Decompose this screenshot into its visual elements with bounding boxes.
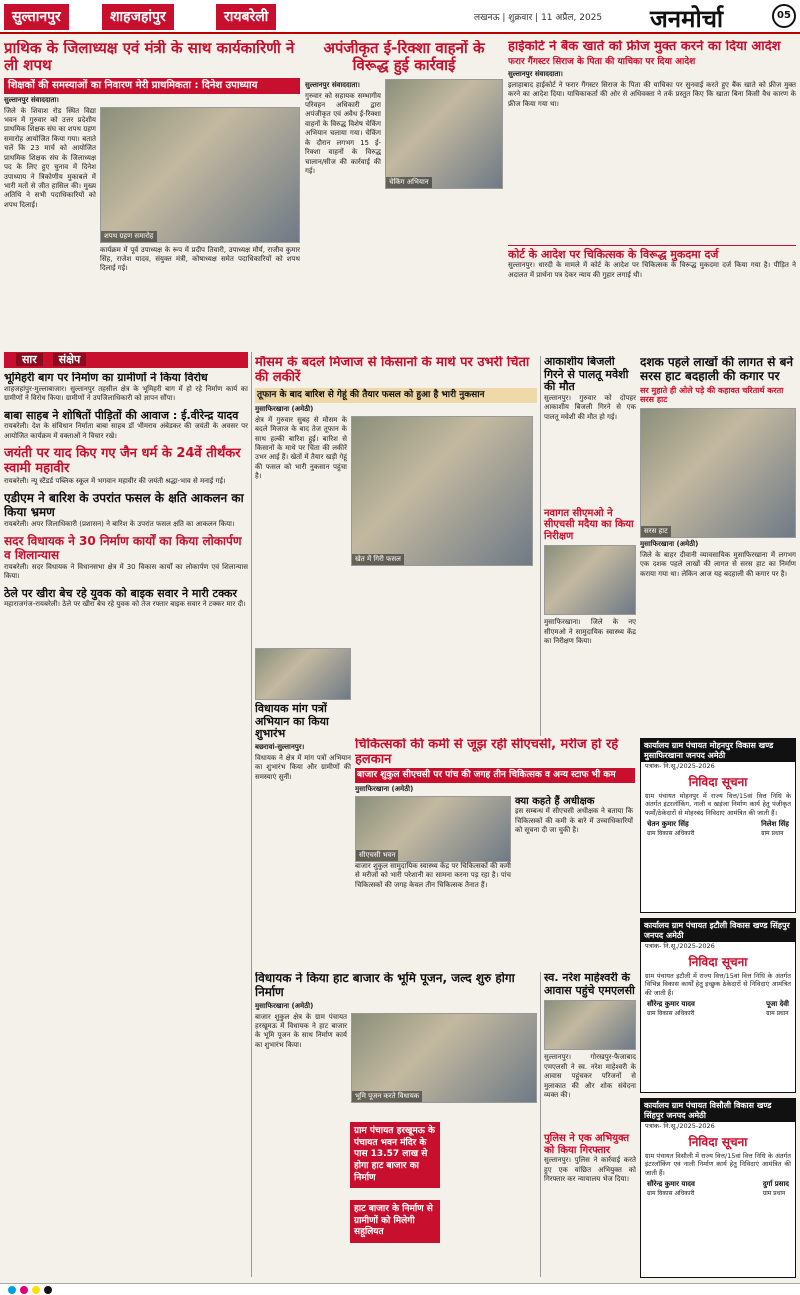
brief-headline-3: जयंती पर याद किए गए जैन धर्म के 24वें तीर्थंकर स्वामी महावीर — [4, 446, 241, 476]
tender-notice-3 — [640, 1098, 796, 1278]
photo-caption: सीएचसी भवन — [356, 850, 398, 861]
notice-ref: पत्रांक- नि.सू./2025-2026 — [645, 762, 715, 771]
subhead: फरार गैंगस्टर सिराज के पिता की याचिका पर दिया आदेश — [508, 56, 696, 67]
sign-right: निलेश सिंह — [761, 819, 789, 828]
story-body: जिले के बाहर दीवानी व्यावसायिक मुसाफिरखाना में लगभग एक दशक पहले लाखों की लागत से सरस हाट का निर्माण कराया गया था। लेकिन आज यह बदहाली की कगार पर है। — [640, 550, 796, 578]
issue-dateline: लखनऊ | शुक्रवार | 11 अप्रैल, 2025 — [474, 13, 603, 23]
story-body: गुरुवार को सहायक सम्भागीय परिवहन अधिकारी द्वारा अपंजीकृत एवं अवैध ई-रिक्शा वाहनों के विरुद्ध विशेष चेकिंग अभियान चलाया गया। चेकिंग के दौरान लगभग 15 ई-रिक्शा वाहनों के विरुद्ध चालान/सीज की कार्रवाई की गई। — [305, 91, 381, 175]
headline: हाईकोर्ट ने बैंक खाते को फ्रीज मुक्त करने का दिया आदेश — [508, 40, 781, 54]
page-number: 05 — [772, 4, 796, 28]
story-highcourt — [508, 40, 796, 350]
dateline: मुसाफिरखाना (अमेठी) — [355, 784, 414, 793]
magenta-registration-icon — [20, 1286, 28, 1294]
story-weather — [255, 356, 537, 646]
story-chc — [355, 738, 635, 968]
cmo-photo — [544, 545, 636, 615]
column-divider — [251, 352, 252, 1277]
headline: स्व. नरेश माहेश्वरी के आवास पहुंचे एमएलसी — [544, 972, 635, 997]
headline-2: कोर्ट के आदेश पर चिकित्सक के विरूद्ध मुकदमा दर्ज — [508, 245, 796, 262]
notice-header: कार्यालय ग्राम पंचायत मोहनपुर विकास खण्ड मुसाफिरखाना जनपद अमेठी — [641, 739, 795, 762]
mlc-photo — [544, 1000, 636, 1050]
sign-left: सौरेन्द्र कुमार यादव — [647, 999, 695, 1008]
brief-column — [4, 372, 248, 1277]
notice-body: ग्राम पंचायत विसौली में राज्य वित्त/15वां वित्त निधि के अंतर्गत इंटरलॉकिंग एवं नाली निर्माण कार्य हेतु निविदाएं आमंत्रित की जाती हैं। — [645, 1151, 791, 1177]
notice-header: कार्यालय ग्राम पंचायत इटौली विकास खण्ड सिंहपुर जनपद अमेठी — [641, 919, 795, 942]
photo-caption: चेकिंग अभियान — [386, 177, 432, 188]
story-body: सुल्तानपुर। गोरखपुर-फैजाबाद एमएलसी ने स्व. नरेश माहेश्वरी के आवास पहुंचकर परिजनों से मुलाकात की और शोक संवेदना व्यक्त की। — [544, 1053, 636, 1100]
story-body-2: सुल्तानपुर। पुलिस ने कार्रवाई करते हुए एक वांछित अभियुक्त को गिरफ्तार कर न्यायालय भेज दिया। — [544, 1156, 636, 1184]
sign-right-role: ग्राम प्रधान — [762, 1189, 786, 1197]
sign-left-role: ग्राम विकास अधिकारी — [647, 829, 695, 837]
photo-caption: भूमि पूजन करते विधायक — [352, 1091, 422, 1102]
group-photo — [100, 107, 300, 243]
notice-body: ग्राम पंचायत मोहनपुर में राज्य वित्त/15वां वित्त निधि के अंतर्गत इंटरलॉकिंग, नाली व खड़ंजा निर्माण कार्य हेतु पंजीकृत फर्मों/ठेकेदारों से मोहरबंद निविदाएं आमंत्रित की जाती हैं। — [645, 791, 791, 817]
newspaper-logo: जनमोर्चा — [650, 4, 724, 33]
print-footer — [0, 1283, 800, 1295]
photo-caption: खेत में गिरी फसल — [352, 554, 404, 565]
brief-body-4: रायबरेली। अपर जिलाधिकारी (प्रशासन) ने बारिश के उपरांत फसल क्षति का आकलन किया। — [4, 519, 235, 528]
story-body: इलाहाबाद हाईकोर्ट ने फरार गैंगस्टर सिराज के पिता की याचिका पर सुनवाई करते हुए बैंक खाते को फ्रीज मुक्त करने का आदेश दिया। याचिकाकर्ता की ओर से अधिवक्ता ने तर्क प्रस्तुत किए कि खाता बिना किसी वैध कारण के फ्रीज किया गया था। — [508, 80, 796, 108]
dateline: मुसाफिरखाना (अमेठी) — [255, 1001, 314, 1010]
sign-right: पूजा देवी — [766, 999, 789, 1008]
black-registration-icon — [44, 1286, 52, 1294]
masthead — [0, 0, 800, 34]
story-body: जिले के शिवाश रोड स्थित विद्या भवन में गुरुवार को उत्तर प्रदेशीय प्राथमिक शिक्षक संघ का शपथ ग्रहण समारोह आयोजित किया गया। बताते चलें कि 23 मार्च को आयोजित प्राथमिक शिक्षक संघ के जिलाध्यक्ष पद के लिए हुए चुनाव में दिनेश उपाध्याय ने त्रिकोणीय मुकाबले में भारी मतों से जीत हासिल की। मुख्य अतिथि ने सभी पदाधिकारियों को शपथ दिलाई। — [4, 106, 96, 209]
sidebar-body: इस सम्बन्ध में सीएचसी अधीक्षक ने बताया कि चिकित्सकों की कमी के बारे में उच्चाधिकारियों को सूचना दी जा चुकी है। — [515, 807, 633, 835]
notice-ref: पत्रांक- नि.सू./2025-2026 — [645, 1122, 715, 1131]
photo-caption: सरस हाट — [641, 526, 671, 537]
headline-2: पुलिस ने एक अभियुक्त को किया गिरफ्तार — [544, 1133, 630, 1156]
crop-photo — [351, 416, 533, 566]
headline: विधायक मांग पत्रों अभियान का किया शुभारंभ — [255, 702, 329, 741]
sidebar-headline: क्या कहते हैं अधीक्षक — [515, 795, 595, 807]
chc-photo — [355, 796, 511, 862]
sign-left: सौरेन्द्र कुमार यादव — [647, 1179, 695, 1188]
tender-notice-1 — [640, 738, 796, 913]
notice-title: निविदा सूचना — [688, 774, 748, 789]
notice-title: निविदा सूचना — [688, 1134, 748, 1149]
story-mlc — [540, 972, 636, 1277]
story-body: बाजार शुकुल क्षेत्र के ग्राम पंचायत हरखूमऊ में विधायक ने हाट बाजार के भूमि पूजन के साथ निर्माण कार्य का शुभारंभ किया। — [255, 1012, 347, 1049]
sign-left: चेतन कुमार सिंह — [647, 819, 689, 828]
poojan-photo — [351, 1013, 537, 1103]
headline: चिकित्सकों की कमी से जूझ रही सीएचसी, मरीज हो रहे हलकान — [355, 738, 619, 767]
brief-headline-1: भूमिहरी बाग पर निर्माण का ग्रामीणों ने किया विरोध — [4, 372, 208, 384]
story-body: सुल्तानपुर। गुरुवार को दोपहर आकाशीय बिजली गिरने से एक पालतू मवेशी की मौत हो गई। — [544, 393, 636, 421]
story-body: बाजार शुकुल सामुदायिक स्वास्थ्य केंद्र पर चिकित्सकों की कमी से मरीजों को भारी परेशानी का सामना करना पड़ रहा है। पांच चिकित्सकों की जगह केवल तीन चिकित्सक तैनात हैं। — [355, 861, 511, 889]
haat-photo — [640, 408, 796, 538]
sign-left-role: ग्राम विकास अधिकारी — [647, 1009, 695, 1017]
brief-body-2: रायबरेली। देश के संविधान निर्माता बाबा साहब डॉ भीमराव अंबेडकर की जयंती के अवसर पर आयोजित कार्यक्रम में वक्ताओं ने विचार रखे। — [4, 422, 248, 440]
notice-ref: पत्रांक- नि.सू./2025-2026 — [645, 942, 715, 951]
headline: प्राथिक के जिलाध्यक्ष एवं मंत्री के साथ कार्यकारिणी ने ली शपथ — [4, 40, 295, 75]
dateline: सुल्तानपुर संवाददाता। — [4, 95, 59, 104]
story-body-2: मुसाफिरखाना। जिले के नए सीएमओ ने सामुदायिक स्वास्थ्य केंद्र का निरीक्षण किया। — [544, 618, 636, 646]
yellow-registration-icon — [32, 1286, 40, 1294]
brief-headline-6: ठेले पर खीरा बेच रहे युवक को बाइक सवार ने मारी टक्कर — [4, 586, 238, 600]
subhead: तूफान के बाद बारिश से गेहूं की तैयार फसल को हुआ है भारी नुकसान — [255, 388, 537, 403]
headline: आकाशीय बिजली गिरने से पालतू मवेशी की मौत — [544, 356, 629, 394]
dateline: मुसाफिरखाना (अमेठी) — [640, 539, 699, 548]
cyan-registration-icon — [8, 1286, 16, 1294]
notice-body: ग्राम पंचायत इटौली में राज्य वित्त/15वां वित्त निधि के अंतर्गत विभिन्न विकास कार्यों हेतु इच्छुक ठेकेदारों से निविदाएं आमंत्रित की जाती हैं। — [645, 971, 791, 997]
city-tag-raebareli: रायबरेली — [216, 4, 276, 30]
tender-notice-2 — [640, 918, 796, 1093]
label-2: संक्षेप — [53, 353, 87, 366]
headline-2: नवागत सीएमओ ने सीएचसी मदैया का किया निरीक्षण — [544, 507, 634, 542]
story-body-2: कार्यक्रम में पूर्व उपाध्यक्ष के रूप में प्रदीप तिवारी, उपाध्यक्ष मौर्य, राजीव कुमार सिंह, राजेश यादव, संयुक्त मंत्री, कोषाध्यक्ष समेत पदाधिकारियों को शपथ दिलाई गई। — [100, 245, 300, 273]
city-tag-sultanpur: सुल्तानपुर — [4, 4, 69, 30]
subhead: सर मुहाते ही ओले पड़े की कहावत चरितार्थ करता सरस हाट — [640, 385, 784, 405]
dateline: बछरावां-सुल्तानपुर। — [255, 742, 305, 751]
headline: विधायक ने किया हाट बाजार के भूमि पूजन, जल्द शुरु होगा निर्माण — [255, 972, 515, 999]
brief-headline-2: बाबा साहब ने शोषितों पीड़ितों की आवाज : ई.वीरेन्द्र यादव — [4, 408, 239, 422]
brief-headline-4: एडीएम ने बारिश के उपरांत फसल के क्षति आकलन का किया भ्रमण — [4, 491, 244, 520]
notice-signatures — [641, 1177, 795, 1200]
story-body: विधायक ने क्षेत्र में मांग पत्रों अभियान का शुभारंभ किया और ग्रामीणों की समस्याएं सुनीं। — [255, 753, 351, 781]
story-saras-haat — [640, 356, 796, 736]
brief-body-1: शाहजहांपुर-मुल्लाबाजार। सुल्तानपुर तहसील क्षेत्र के भूमिहरी बाग में हो रहे निर्माण कार्य का ग्रामीणों ने विरोध किया। ग्रामीणों ने उपजिलाधिकारी को ज्ञापन सौंपा। — [4, 384, 248, 403]
story-body-2: सुल्तानपुर। धारदी के मामले में कोर्ट के आदेश पर चिकित्सक के विरूद्ध मुकदमा दर्ज किया गया है। पीड़ित ने अदालत में प्रार्थना पत्र देकर न्याय की गुहार लगाई थी। — [508, 261, 796, 279]
callout-2: हाट बाजार के निर्माण से ग्रामीणों को मिलेगी सहूलियत — [350, 1200, 440, 1243]
story-lightning — [540, 356, 636, 736]
headline: अपंजीकृत ई-रिक्शा वाहनों के विरूद्ध हुई कार्रवाई — [323, 40, 485, 75]
sign-right-role: ग्राम प्रधान — [766, 1009, 789, 1017]
sign-left-role: ग्राम विकास अधिकारी — [647, 1189, 695, 1197]
brief-section-header — [4, 352, 248, 368]
dateline: सुल्तानपुर संवाददाता। — [305, 80, 360, 89]
vidhayak-photo — [255, 648, 351, 700]
checking-photo — [385, 79, 503, 189]
brief-body-6: महाराजगंज-रायबरेली। ठेले पर खीरा बेच रहे युवक को तेज रफ्तार बाइक सवार ने टक्कर मार दी। — [4, 600, 246, 609]
headline: दशक पहले लाखों की लागत से बने सरस हाट बदहाली की कगार पर — [640, 356, 794, 383]
story-body: क्षेत्र में गुरुवार सुबह से मौसम के बदले मिजाज के बाद तेज तूफान के साथ हल्की बारिश हुई। बारिश से किसानों के माथे पर चिंता की लकीरें उभर आई हैं। खेतों में तैयार खड़ी गेहूं की फसल को भारी नुकसान पहुंचा है। — [255, 415, 347, 481]
subhead: बाजार शुकुल सीएचसी पर पांच की जगह तीन चिकित्सक व अन्य स्टाफ भी कम — [355, 768, 635, 783]
story-shapath — [4, 40, 300, 350]
dateline: सुल्तानपुर संवाददाता। — [508, 69, 563, 78]
notice-signatures — [641, 997, 795, 1020]
brief-body-3: रायबरेली। न्यू स्टैंडर्ड पब्लिक स्कूल में भगवान महावीर की जयंती श्रद्धा-भाव से मनाई गई। — [4, 476, 226, 485]
photo-caption: शपथ ग्रहण समारोह — [101, 231, 157, 242]
story-vidhayak — [255, 648, 351, 828]
brief-headline-5: सदर विधायक ने 30 निर्माण कार्यों का किया लोकार्पण व शिलान्यास — [4, 534, 242, 563]
label: सार — [16, 353, 43, 366]
sign-right-role: ग्राम प्रधान — [761, 829, 784, 837]
brief-body-5: रायबरेली। सदर विधायक ने विधानसभा क्षेत्र में 30 विकास कार्यों का लोकार्पण एवं शिलान्यास किया। — [4, 562, 248, 581]
subhead: शिक्षकों की समस्याओं का निवारण मेरी प्राथमिकता : दिनेश उपाध्याय — [4, 78, 300, 94]
notice-title: निविदा सूचना — [688, 954, 748, 969]
city-tag-shahjahanpur: शाहजहांपुर — [102, 4, 174, 30]
dateline: मुसाफिरखाना (अमेठी) — [255, 404, 314, 413]
notice-header: कार्यालय ग्राम पंचायत विसौली विकास खण्ड सिंहपुर जनपद अमेठी — [641, 1099, 795, 1122]
callout-1: ग्राम पंचायत हरखूमऊ के पंचायत भवन मंदिर के पास 13.57 लाख से होगा हाट बाजार का निर्माण — [350, 1122, 440, 1188]
sign-right: दुर्गा प्रसाद — [762, 1179, 789, 1188]
notice-signatures — [641, 817, 795, 840]
headline: मौसम के बदले मिजाज से किसानों के माथे पर उभरी चिंता की लकीरें — [255, 356, 530, 385]
story-erickshaw — [305, 40, 503, 330]
